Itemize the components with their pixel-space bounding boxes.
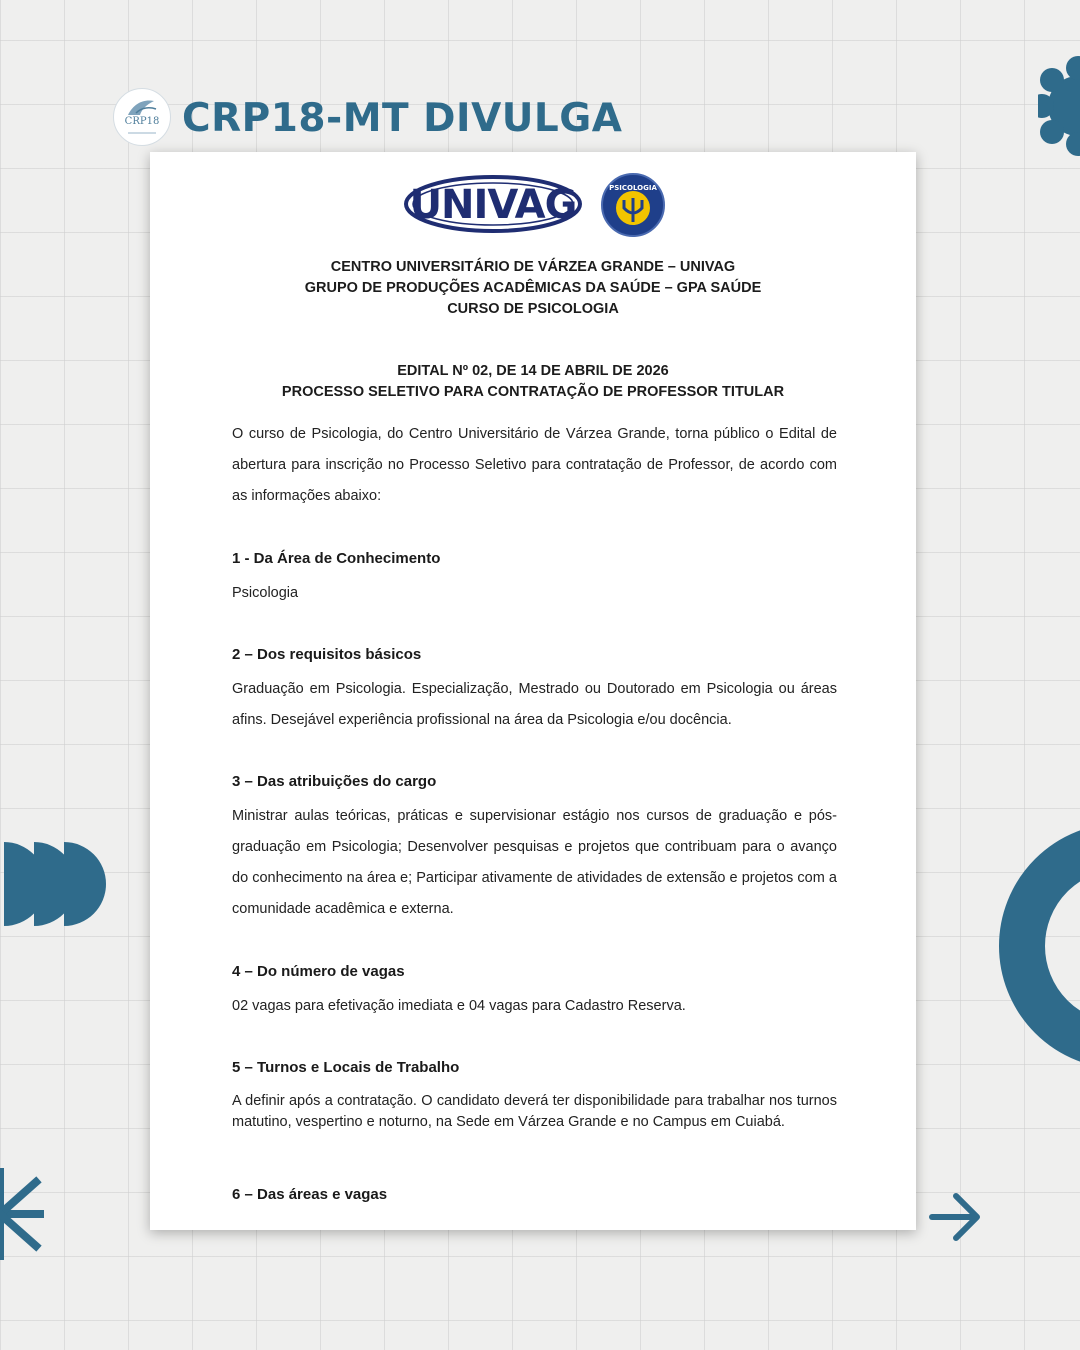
crp18-logo [113, 88, 171, 146]
section-heading: 4 – Do número de vagas [232, 963, 405, 980]
section-heading: 6 – Das áreas e vagas [232, 1186, 388, 1203]
section-heading: 3 – Das atribuições do cargo [232, 773, 437, 790]
section-heading: 2 – Dos requisitos básicos [232, 646, 422, 663]
section-body: 02 vagas para efetivação imediata e 04 vagas para Cadastro Reserva. [232, 998, 686, 1014]
section-heading: 5 – Turnos e Locais de Trabalho [232, 1059, 460, 1076]
section-body: Graduação em Psicologia. Especialização, Mestrado ou Doutorado em Psicologia ou áreas afins. Desejável experiência profissional na área da Psicologia e/ou docência. [232, 681, 837, 728]
edital-document [150, 152, 916, 1230]
section-body: Psicologia [232, 585, 299, 601]
institution-line: CENTRO UNIVERSITÁRIO DE VÁRZEA GRANDE – UNIVAG [330, 259, 736, 275]
section-heading: 1 - Da Área de Conhecimento [232, 550, 441, 567]
edital-title-line: EDITAL Nº 02, DE 14 DE ABRIL DE 2026 [397, 363, 669, 379]
arrow-right-icon[interactable] [928, 1190, 984, 1244]
edital-title [230, 361, 836, 403]
institution-header [230, 257, 836, 320]
section-body: Ministrar aulas teóricas, práticas e supervisionar estágio nos cursos de graduação e pós-graduação em Psicologia; Desenvolver pesquisas e projetos que contribuam para o avanço do conhecimento na área e; Participar ativamente de atividades de extensão e projetos com a comunidade acadêmica e externa. [232, 808, 837, 917]
psicologia-logo [600, 172, 666, 238]
institution-line: GRUPO DE PRODUÇÕES ACADÊMICAS DA SAÚDE – GPA SAÚDE [304, 280, 762, 296]
ring-shape [998, 826, 1080, 1066]
univag-logo [404, 174, 582, 234]
asterisk-shape-icon [0, 1168, 44, 1260]
intro-paragraph: O curso de Psicologia, do Centro Universitário de Várzea Grande, torna público o Edital de abertura para inscrição no Processo Seletivo para contratação de Professor, de acordo com as informações abaixo: [232, 426, 837, 504]
flower-shape-icon [1038, 50, 1080, 162]
section-body: A definir após a contratação. O candidato deverá ter disponibilidade para trabalhar nos turnos matutino, vespertino e noturno, na Sede em Várzea Grande e no Campus em Cuiabá. [232, 1093, 837, 1130]
univag-logo-text: UNIVAG [409, 182, 577, 228]
psicologia-logo-text: PSICOLOGIA [609, 184, 657, 192]
institution-line: CURSO DE PSICOLOGIA [447, 301, 619, 317]
crp18-logo-text: CRP18 [124, 116, 160, 127]
page-title: CRP18-MT DIVULGA [182, 96, 623, 141]
document-logos [404, 172, 666, 240]
half-circles-shape [0, 838, 112, 930]
edital-subtitle-line: PROCESSO SELETIVO PARA CONTRATAÇÃO DE PROFESSOR TITULAR [281, 384, 785, 400]
